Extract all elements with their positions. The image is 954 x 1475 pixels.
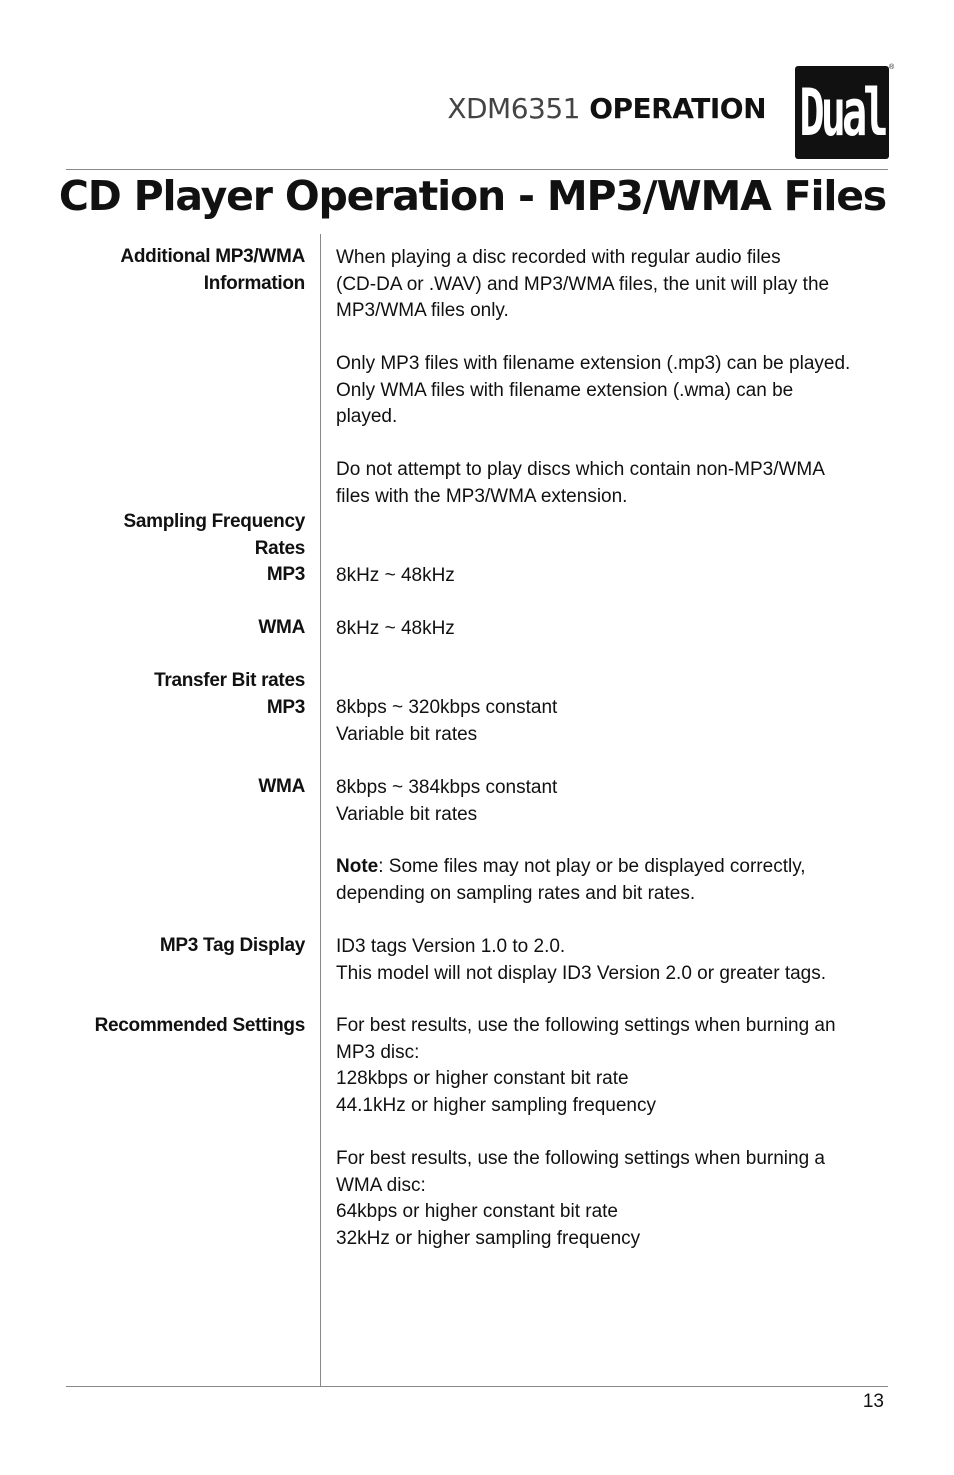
- paragraph-extensions: [336, 351, 850, 431]
- label-sampling-wma: WMA: [258, 617, 305, 638]
- label-line: Rates: [254, 537, 305, 559]
- header-model: [447, 92, 766, 125]
- text-line: 8kbps ~ 384kbps constant: [336, 777, 558, 798]
- text-line: When playing a disc recorded with regular audio files: [336, 247, 781, 268]
- text-line: Do not attempt to play discs which contain non-MP3/WMA: [336, 459, 825, 480]
- label-line: Transfer Bit rates: [154, 670, 305, 691]
- text-line: Only MP3 files with filename extension (.mp3) can be played.: [336, 353, 851, 374]
- wma-bitrate-values: [336, 775, 557, 828]
- text-line: MP3 disc:: [336, 1041, 420, 1063]
- text-line: 44.1kHz or higher sampling frequency: [336, 1094, 657, 1116]
- mp3-sampling-value: 8kHz ~ 48kHz: [336, 565, 455, 586]
- dual-logo: [795, 66, 889, 159]
- text-line: Only WMA files with filename extension (.wma) can be: [336, 379, 794, 401]
- recommended-mp3-paragraph: [336, 1013, 836, 1119]
- label-transfer-wma: WMA: [258, 776, 305, 797]
- label-line: MP3: [266, 564, 305, 585]
- note-text: : Some files may not play or be displayed correctly,: [378, 856, 806, 877]
- text-line: WMA disc:: [336, 1174, 426, 1196]
- label-line: MP3: [266, 696, 305, 718]
- registered-mark: ®: [889, 64, 895, 71]
- label-additional-info: [120, 244, 305, 297]
- recommended-wma-paragraph: [336, 1146, 825, 1252]
- text-line: (CD-DA or .WAV) and MP3/WMA files, the unit will play the: [336, 273, 830, 295]
- section-name: OPERATION: [589, 92, 766, 125]
- top-rule: [66, 169, 888, 170]
- text-line: 128kbps or higher constant bit rate: [336, 1068, 629, 1089]
- wma-sampling-value: 8kHz ~ 48kHz: [336, 618, 455, 639]
- label-line: Information: [203, 272, 305, 294]
- text-line: Variable bit rates: [336, 723, 478, 745]
- id3-paragraph: [336, 934, 826, 987]
- text-line: ID3 tags Version 1.0 to 2.0.: [336, 936, 566, 957]
- label-transfer-bit-rates: [154, 668, 305, 721]
- text-line: 8kbps ~ 320kbps constant: [336, 697, 558, 718]
- model-number: XDM6351: [447, 92, 580, 125]
- text-line: MP3/WMA files only.: [336, 300, 509, 321]
- note-label: Note: [336, 856, 379, 877]
- bottom-rule: [66, 1386, 888, 1387]
- text-line: 64kbps or higher constant bit rate: [336, 1201, 619, 1222]
- mp3-bitrate-values: [336, 695, 557, 748]
- text-line: For best results, use the following settings when burning a: [336, 1148, 825, 1169]
- note-paragraph: [336, 854, 806, 907]
- page-number: 13: [862, 1391, 884, 1412]
- text-line: [336, 854, 806, 881]
- text-line: 32kHz or higher sampling frequency: [336, 1227, 641, 1249]
- paragraph-warning: [336, 457, 825, 510]
- column-divider: [320, 234, 321, 1386]
- text-line: depending on sampling rates and bit rates.: [336, 882, 696, 904]
- label-line: Additional MP3/WMA: [120, 246, 305, 267]
- label-recommended-settings: Recommended Settings: [94, 1015, 305, 1036]
- paragraph-mixed-files: [336, 245, 829, 325]
- label-sampling-frequency: [124, 509, 305, 589]
- logo-text: Dual: [799, 74, 885, 151]
- text-line: This model will not display ID3 Version 2.0 or greater tags.: [336, 962, 827, 984]
- text-line: For best results, use the following settings when burning an: [336, 1015, 836, 1036]
- page-title: CD Player Operation - MP3/WMA Files: [58, 172, 886, 220]
- text-line: played.: [336, 406, 398, 427]
- label-line: Sampling Frequency: [123, 511, 305, 532]
- label-tag-display: MP3 Tag Display: [159, 935, 305, 956]
- text-line: Variable bit rates: [336, 803, 478, 825]
- text-line: files with the MP3/WMA extension.: [336, 485, 628, 507]
